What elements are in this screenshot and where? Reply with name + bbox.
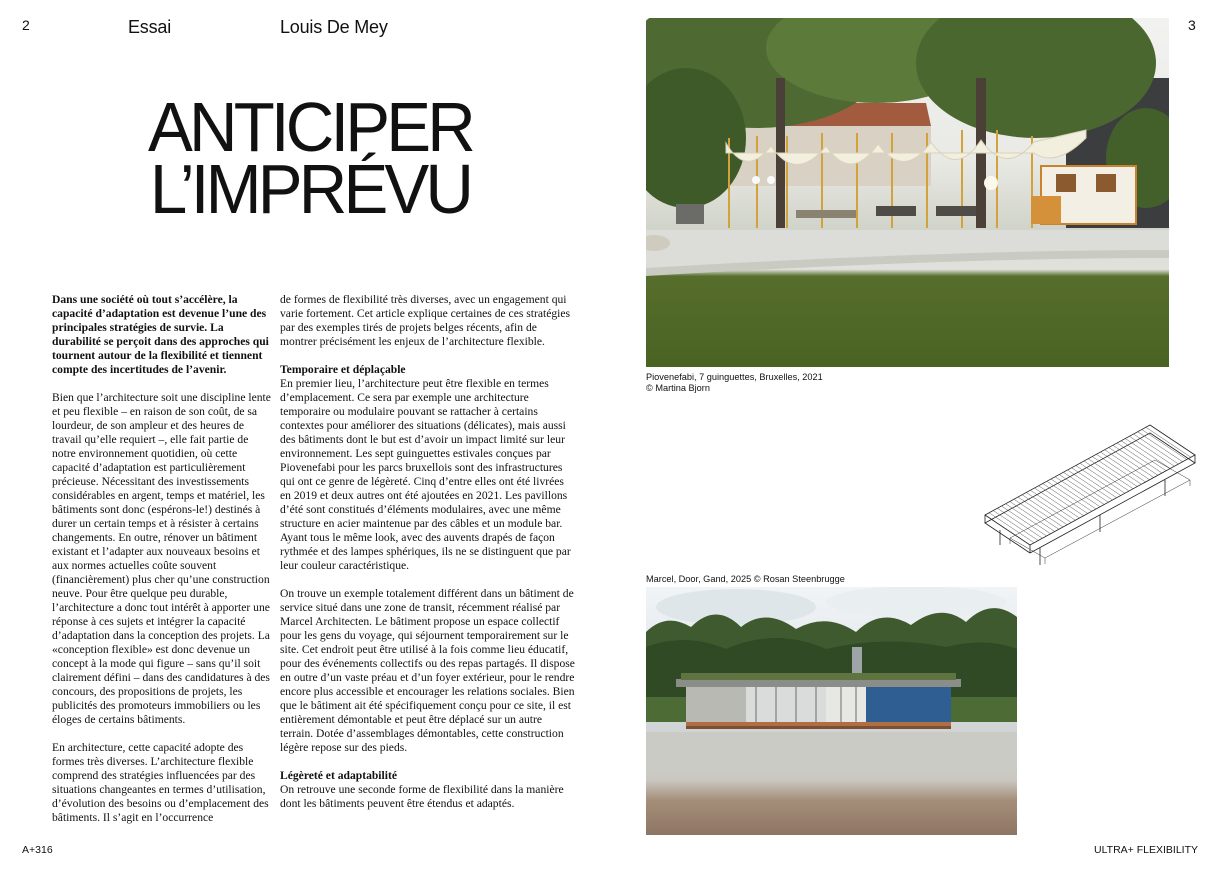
photo-guinguette-illustration bbox=[646, 18, 1169, 367]
roof-slat bbox=[1043, 484, 1088, 514]
photo-door-illustration bbox=[646, 587, 1017, 835]
roof-slat bbox=[1134, 434, 1179, 464]
body-paragraph: de formes de flexibilité très diverses, avec un engagement qui varie fortement. Cet article explique certaines de ces stratégies par des exemples tirés de projets belges récents, afin de montrer précisément les enjeux de l’architecture flexible. bbox=[280, 293, 571, 348]
title-line-1: ANTICIPER bbox=[148, 88, 472, 166]
body-paragraph: En architecture, cette capacité adopte des formes très diverses. L’architecture flexible comprend des stratégies influencées par des situations changeantes en termes d’utilisation, d’évolution des besoins ou d’emplacement des bâtiments. Il s’agit en l’occurrence bbox=[52, 741, 269, 824]
roof-slat bbox=[1006, 504, 1051, 534]
article-title bbox=[12, 88, 607, 228]
roof-slat bbox=[1142, 430, 1187, 460]
subheading-legerete: Légèreté et adaptabilité bbox=[280, 769, 397, 782]
roof-slat bbox=[1084, 461, 1129, 491]
roof-slat bbox=[997, 508, 1042, 538]
roof-slat bbox=[1080, 463, 1125, 493]
roof-slat bbox=[1055, 477, 1100, 507]
roof-slat bbox=[1068, 470, 1113, 500]
page-number-left: 2 bbox=[22, 17, 30, 33]
page-number-right: 3 bbox=[1188, 17, 1196, 33]
roof-slat bbox=[1018, 497, 1063, 527]
section-label: Essai bbox=[128, 17, 172, 37]
roof-slat bbox=[989, 513, 1034, 543]
caption-title: Piovenefabi, 7 guinguettes, Bruxelles, 2021 bbox=[646, 372, 823, 382]
lead-paragraph: Dans une société où tout s’accélère, la capacité d’adaptation est devenue l’une des principales stratégies de survie. La durabilité se perçoit dans des approches qui tournent autour de la flexibilité et tiennent compte des incertitudes de l’avenir. bbox=[52, 293, 269, 376]
body-paragraph: On trouve un exemple totalement différent dans un bâtiment de service situé dans une zone de transit, récemment réalisé par Marcel Architecten. Le bâtiment propose un espace collectif pour les gens du voyage, qui séjournent temporairement sur le site. Cet endroit peut être utilisé à la fois comme lieu éducatif, pour des événements collectifs ou des repas partagés. Il dispose en outre d’un vaste préau et d’un foyer extérieur, pour le rendre encore plus accessible et encourager les relations sociales. Bien que le bâtiment ait été spécifiquement conçu pour ce site, il est entièrement démontable et peut être déplacé sur un autre terrain. Dotée d’assemblages démontables, cette construction légère repose sur des pieds. bbox=[280, 587, 575, 754]
author-name: Louis De Mey bbox=[280, 17, 388, 37]
body-paragraph: En premier lieu, l’architecture peut être flexible en termes d’emplacement. Ce sera par exemple une architecture temporaire ou modulaire pouvant se rattacher à certains contextes pour améliorer des situations (délicates), mais aussi des bâtiments dont le but est d’avoir un impact limité sur leur environnement. Les sept guinguettes estivales conçues par Piovenefabi pour les parcs bruxellois sont des infrastructures qui ont ce genre de légèreté. Cinq d’entre elles ont été livrées en 2019 et deux autres ont été ajoutées en 2021. Les pavillons d’été sont constitués d’éléments modulaires, avec une même structure en acier maintenue par des câbles et un module bar. Ayant tous le même look, avec des auvents drapés de façon rythmée et des lampes sphériques, ils ne se distinguent que par leur couleur caractéristique. bbox=[280, 377, 571, 572]
roof-slat bbox=[1026, 493, 1071, 523]
roof-slat bbox=[1138, 432, 1183, 462]
photo-guinguette bbox=[646, 18, 1169, 367]
roof-slat bbox=[1092, 457, 1137, 487]
roof-slat bbox=[1035, 488, 1080, 518]
title-line-2: L’IMPRÉVU bbox=[149, 150, 471, 228]
roof-slat bbox=[1039, 486, 1084, 516]
roof-slat bbox=[1051, 479, 1096, 509]
axonometric-drawing bbox=[980, 420, 1198, 570]
text-column-1 bbox=[52, 293, 272, 839]
roof-slat bbox=[1146, 427, 1191, 457]
footer-left: A+316 bbox=[22, 844, 53, 856]
roof-slat bbox=[1072, 468, 1117, 498]
roof-slat bbox=[1022, 495, 1067, 525]
footer-right: ULTRA+ FLEXIBILITY bbox=[1094, 844, 1198, 856]
photo-door bbox=[646, 587, 1017, 835]
photo-caption-door: Marcel, Door, Gand, 2025 © Rosan Steenbrugge bbox=[646, 574, 845, 584]
roof-slat bbox=[1096, 454, 1141, 484]
caption-credit: © Martina Bjorn bbox=[646, 383, 710, 393]
roof-slat bbox=[1014, 499, 1059, 529]
text-column-2 bbox=[280, 293, 576, 825]
body-paragraph: On retrouve une seconde forme de flexibilité dans la manière dont les bâtiments peuvent être étendus et adaptés. bbox=[280, 783, 564, 810]
roof-slat bbox=[1059, 475, 1104, 505]
body-paragraph: Bien que l’architecture soit une discipline lente et peu flexible – en raison de son coût, de sa lourdeur, de son ampleur et des heures de travail qu’elle requiert –, elle fait partie de notre environnement quotidien, où cette capacité d’adaptation est particulièrement précieuse. Nécessitant des investissements considérables en argent, temps et matériel, les bâtiments sont donc (espérons-le!) destinés à durer un certain temps et à résister à certains changements. En outre, rénover un bâtiment existant et l’adapter aux nouveaux besoins et aux normes actuelles coûte souvent (financièrement) plus cher qu’une construction neuve. Pour être quelque peu durable, l’architecture a donc tout intérêt à apporter une réponse à ces sujets et intégrer la capacité d’adaptation dans la conception des projets. La «conception flexible» est donc devenue un concept à la mode qui figure – sans qu’il soit clairement défini – dans des candidatures à des concours, des propositions de projets, les publicités des promoteurs immobiliers ou les éloges de certains bâtiments. bbox=[52, 391, 271, 726]
roof-slat bbox=[1047, 481, 1092, 511]
roof-slat bbox=[1002, 506, 1047, 536]
photo-caption-guinguette bbox=[646, 372, 946, 394]
roof-slat bbox=[1076, 466, 1121, 496]
subheading-temporaire: Temporaire et déplaçable bbox=[280, 363, 406, 376]
roof-slats bbox=[989, 427, 1191, 543]
roof-slat bbox=[1088, 459, 1133, 489]
roof-slat bbox=[1101, 452, 1146, 482]
roof-slat bbox=[1030, 490, 1075, 520]
roof-slat bbox=[1010, 502, 1055, 532]
roof-slat bbox=[1063, 472, 1108, 502]
